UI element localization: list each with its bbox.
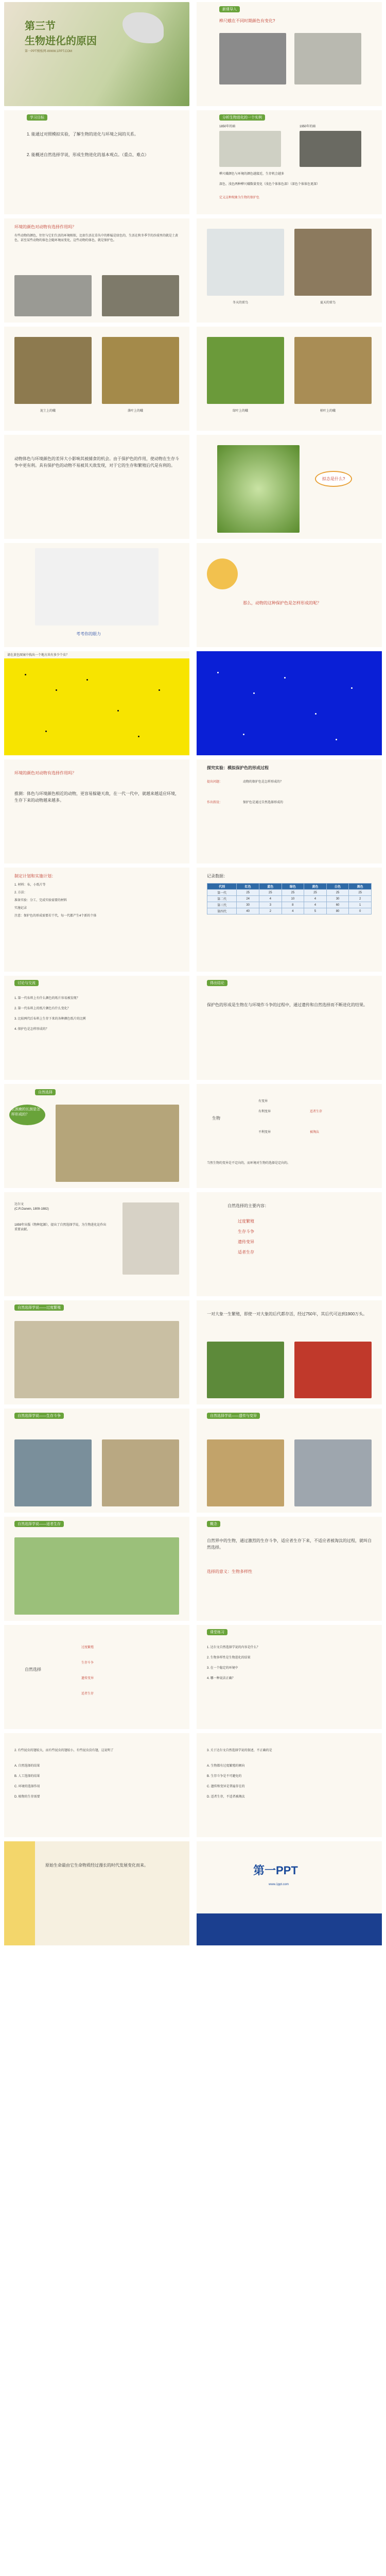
line-2: 2. 第一代布料上的纸片颜色有什么变化？	[14, 1007, 71, 1010]
cell: 25	[304, 890, 327, 896]
line-5: D. 植物的生存需要	[14, 1795, 40, 1799]
concept-tag: 概念	[207, 1521, 220, 1527]
section-label: 自然选择	[35, 1089, 56, 1095]
dry-leaf-moth-photo	[294, 337, 372, 404]
moth-dark-photo	[300, 131, 361, 167]
cell: 4	[304, 902, 327, 908]
cell: 4	[304, 896, 327, 902]
caption-b: 夏天的雷鸟	[320, 301, 336, 304]
slide-26[interactable]	[197, 1300, 382, 1404]
node-favorable: 有利变异	[258, 1110, 271, 1113]
slide-31[interactable]	[4, 1625, 189, 1729]
slide-7[interactable]	[4, 327, 189, 431]
slide-30[interactable]	[197, 1517, 382, 1621]
line-2: 选择的意义：生物多样性	[207, 1569, 252, 1574]
mascot-icon	[207, 558, 238, 589]
closing-text: 原始生命最由它生命物质经过漫长的时代发展变化而来。	[45, 1863, 148, 1868]
cell: 25	[349, 890, 372, 896]
line-1: 3. 关于达尔文自然选择学说的叙述，不正确的是	[207, 1749, 272, 1752]
cell: 3	[259, 902, 282, 908]
section-label: 自然选择学说——遗传与变异	[207, 1413, 260, 1419]
cell: 8	[282, 902, 304, 908]
insect-dot[interactable]	[159, 689, 160, 691]
giraffe-photo	[207, 1439, 284, 1506]
logo-text: 第一PPT	[253, 1864, 298, 1877]
slide-body: 保护色的形成是生物在与环境作斗争的过程中，通过遗传和自然选择而不断进化的结果。	[207, 1003, 367, 1007]
insect-dot[interactable]	[25, 674, 26, 675]
slide-5[interactable]	[4, 218, 189, 323]
cell: 4	[259, 896, 282, 902]
insect-dot[interactable]	[86, 679, 88, 681]
item-2: 生存斗争	[81, 1662, 94, 1665]
slide-23[interactable]	[4, 1192, 189, 1296]
new-lesson-tag: 新课导入	[219, 6, 240, 12]
caption-b: 枯叶上的蛾	[320, 410, 336, 413]
cell: 2	[259, 908, 282, 914]
caption-a: 绿叶上的蛾	[233, 410, 249, 413]
line-3: 3. 比较两代后布料上生存下来的各种颜色纸片的比例	[14, 1018, 86, 1021]
caption: 考考你的眼力	[76, 632, 101, 636]
question: 请在黄色图案中找出一个地方共有多少个虫？	[7, 654, 69, 657]
cell: 0	[349, 908, 372, 914]
line-2: A. 自然选择的结果	[14, 1765, 40, 1768]
slide-24[interactable]	[197, 1192, 382, 1296]
slide-11[interactable]	[4, 543, 189, 647]
slide-title: 探究实验：模拟保护色的形成过程	[207, 766, 269, 770]
section-label: 自然选择学说——过度繁殖	[14, 1304, 64, 1311]
slide-12[interactable]	[197, 543, 382, 647]
line-3: B. 生存斗争是不可避免的	[207, 1775, 242, 1778]
practice-tag: 课堂练习	[207, 1629, 227, 1635]
footer-band	[197, 1913, 382, 1945]
slide-4[interactable]	[197, 110, 382, 214]
row-label-2: 作出假设：	[207, 801, 223, 804]
slide-10[interactable]	[197, 435, 382, 539]
cell: 24	[237, 896, 259, 902]
cell: 1	[349, 902, 372, 908]
line-1: 1. 达尔文自然选择学说的内容是什么？	[207, 1646, 260, 1649]
question: 那么，动物的这种保护色是怎样形成的呢？	[243, 601, 321, 605]
cell: 30	[326, 896, 349, 902]
insect-dot[interactable]	[336, 739, 337, 740]
row-label-1: 提出问题：	[207, 781, 223, 784]
intro-question: 桦尺蛾在不同时期颜色有变化?	[219, 19, 275, 23]
cell: 25	[326, 890, 349, 896]
slide-body: 有些动物的颜色，往往与它们生活的环境相似，比如生活在草丛中的蚱蜢是绿色的，生活在秋冬季节的沙漠里的就是土黄色，甚至某些动物的体色会随环境而变化，这些动物的体色，就是保护色。	[14, 234, 179, 242]
node-unfavorable: 不利变异	[258, 1131, 271, 1134]
logo-sub: www.1ppt.com	[269, 1883, 289, 1886]
slide-22[interactable]	[197, 1084, 382, 1188]
table-header	[207, 884, 372, 890]
cell: 25	[282, 890, 304, 896]
slide-28[interactable]	[197, 1409, 382, 1513]
header-cell: 蓝色	[259, 884, 282, 890]
insect-dot[interactable]	[243, 734, 244, 735]
slide-19[interactable]	[4, 976, 189, 1080]
cell: 10	[282, 896, 304, 902]
slide-20[interactable]	[197, 976, 382, 1080]
goals-tag: 学习目标	[27, 114, 47, 121]
darwin-name: 达尔文 (C.R.Darwin, 1809-1882)	[14, 1203, 49, 1211]
slide-29[interactable]	[4, 1517, 189, 1621]
goal-1: 1. 能通过对照模拟实验，了解生物的进化与环境之间的关系。	[27, 132, 138, 137]
speech-bubble: 拟态是什么?	[315, 471, 352, 487]
row-value-2: 保护色是通过自然选择形成的	[243, 801, 284, 804]
insect-dot[interactable]	[351, 687, 353, 689]
cell: 第四代	[207, 908, 237, 914]
cell: 40	[237, 908, 259, 914]
slide-body: 动物体色与环境颜色的差异大小影响其被捕食的机会。由于保护色的作用，使动物在生存斗争中更有利。具有保护色的动物不易被其天敌发现，对于它的生存和繁殖后代是有利的。	[14, 456, 179, 468]
plants-photo	[207, 1342, 284, 1398]
section-label: 分析生物进化的一个实例	[219, 114, 265, 121]
line-3: 准备实验：分工、完成实验需要的材料	[14, 899, 67, 902]
table-row	[207, 902, 372, 908]
line-4: 实施记录	[14, 907, 27, 910]
slide-16[interactable]	[197, 759, 382, 863]
header-cell: 绿色	[282, 884, 304, 890]
node-variation: 有变异	[258, 1100, 268, 1103]
darwin-portrait	[122, 1202, 179, 1275]
insect-dot[interactable]	[117, 710, 119, 711]
slide-title: 第三节 生物进化的原因	[25, 21, 97, 47]
cell: 25	[237, 890, 259, 896]
slide-body: 推测：体色与环境颜色相近的动物，更容易躲避天敌，在一代一代中，就越来越适应环境，生存下来的动物越来越多。	[14, 791, 179, 803]
section-label: 自然选择学说——生存斗争	[14, 1413, 64, 1419]
item-3: 遗传变异	[81, 1677, 94, 1680]
item-4: 适者生存	[81, 1692, 94, 1696]
line-1: 2. 有些昆虫的翅较大，而有些昆虫的翅较小，有些昆虫没有翅，这说明了	[14, 1749, 114, 1752]
cell: 第一代	[207, 890, 237, 896]
slide-34[interactable]	[197, 1733, 382, 1837]
giraffe-photo	[56, 1105, 179, 1182]
line-2: 2. 方法：	[14, 891, 27, 894]
line-4: C. 遗传和变异是普遍存在的	[207, 1785, 245, 1788]
conclusion-tag: 得出结论	[207, 980, 227, 986]
slide-15[interactable]	[4, 759, 189, 863]
insect-dot[interactable]	[138, 736, 139, 737]
line-1: 1. 材料：布，小纸片等	[14, 884, 46, 887]
header-cell: 黄色	[304, 884, 327, 890]
giraffe-tree-illustration	[14, 1537, 179, 1615]
darwin-intro: 1859年出版《物种起源》，提出了自然选择学说，为生物进化论作出重要贡献。	[14, 1224, 107, 1231]
slide-title: 制定计划和实施计划：	[14, 874, 56, 878]
slide-title: 记录数据：	[207, 874, 227, 878]
cats-photo	[294, 1439, 372, 1506]
slide-3[interactable]	[4, 110, 189, 214]
line-4: 4. 哪一种说法正确？	[207, 1677, 235, 1680]
cell: 80	[326, 908, 349, 914]
item-3: 遗传变异	[238, 1240, 254, 1244]
slide-18[interactable]	[197, 868, 382, 972]
snow-animal-photo	[35, 548, 159, 625]
table-row	[207, 896, 372, 902]
node-fittest: 适者生存	[310, 1110, 323, 1113]
cell: 5	[304, 908, 327, 914]
header-cell: 代别	[207, 884, 237, 890]
slide-body: 一对大象一生繁殖，即使一对大象的后代都存活，经过750年，其后代可达到1900万头。	[207, 1312, 367, 1316]
item-1: 过度繁殖	[81, 1646, 94, 1649]
caption-b: 深色、浅色两种桦尺蛾数量变化（浅色个体体色深）（深色个体体色更深）	[219, 183, 320, 186]
leaf-photo	[217, 445, 300, 533]
item-1: 过度繁殖	[238, 1219, 254, 1224]
cell: 25	[259, 890, 282, 896]
cell: 2	[349, 896, 372, 902]
moth-light-photo	[219, 131, 281, 167]
row-value-1: 动物的保护色是怎样形成的？	[243, 781, 284, 784]
insect-dot[interactable]	[217, 672, 219, 673]
slide-heading: 环境的颜色对动物有选择作用吗？	[14, 771, 76, 775]
cell: 第三代	[207, 902, 237, 908]
item-2: 生存斗争	[238, 1229, 254, 1234]
insect-dot[interactable]	[253, 692, 255, 694]
slide-32[interactable]	[197, 1625, 382, 1729]
question-bubble: 长颈鹿的长颈是怎样形成的？	[9, 1105, 45, 1125]
insect-dot[interactable]	[284, 677, 286, 679]
goal-2: 2. 能概述自然选择学说，形成生物进化的基本观点。（重点、难点）	[27, 152, 149, 157]
line-2: 2. 生物多样性是生物进化的结果	[207, 1656, 251, 1659]
data-table	[207, 883, 372, 914]
slide-36[interactable]	[197, 1841, 382, 1945]
caption-a: 桦尺蛾颜色与环境的颜色越接近，生存机会越多	[219, 173, 285, 176]
soil-moth-photo	[14, 337, 92, 404]
birds-photo	[14, 1439, 92, 1506]
moth-photo-b	[294, 33, 361, 84]
slide-21[interactable]	[4, 1084, 189, 1188]
insect-dot[interactable]	[56, 689, 57, 691]
yellow-field	[4, 658, 189, 755]
summer-ptarmigan-photo	[294, 229, 372, 296]
caption-c: 定义这种现象为生物的保护色	[219, 196, 260, 199]
cell: 第二代	[207, 896, 237, 902]
slide-35[interactable]	[4, 1841, 189, 1945]
side-band	[4, 1841, 35, 1945]
cell: 4	[282, 908, 304, 914]
year-left: 1850年的暗	[219, 125, 236, 128]
header-cell: 红色	[237, 884, 259, 890]
insect-dot[interactable]	[45, 731, 47, 732]
header-cell: 黑色	[349, 884, 372, 890]
node-eliminated: 被淘汰	[310, 1131, 320, 1134]
insect-dot[interactable]	[315, 713, 317, 715]
center-node: 自然选择	[25, 1667, 41, 1672]
slide-14[interactable]	[197, 651, 382, 755]
line-3: B. 人工选择的结果	[14, 1775, 40, 1778]
line-3: 3. 在一个稳定的环境中	[207, 1667, 238, 1670]
elephants-illustration	[14, 1321, 179, 1398]
stone-photo	[14, 275, 92, 316]
caption-a: 冬天的雷鸟	[233, 301, 249, 304]
item-4: 适者生存	[238, 1250, 254, 1255]
note: 当然生物的变异是不定向的，而环境对生物的选择是定向的。	[207, 1162, 291, 1165]
header-cell: 白色	[326, 884, 349, 890]
slide-8[interactable]	[197, 327, 382, 431]
caption-a: 泥土上的蛾	[40, 410, 56, 413]
slide-25[interactable]	[4, 1300, 189, 1404]
slide-footer: 第一PPT模板网-WWW.1PPT.COM	[25, 50, 72, 53]
lizard-photo	[102, 275, 179, 316]
section-label: 自然选择学说——适者生存	[14, 1521, 64, 1527]
leaf-moth-photo	[102, 337, 179, 404]
slide-2[interactable]	[197, 2, 382, 106]
slide-9[interactable]	[4, 435, 189, 539]
node-organism: 生物	[212, 1116, 220, 1121]
line-2: A. 生物都有过度繁殖的倾向	[207, 1765, 245, 1768]
line-4: 4. 保护色是怎样形成的？	[14, 1028, 49, 1031]
line-5: 注意：保护色的形成需要若干代，每一代都产生4个新的个体	[14, 914, 97, 918]
animal-photo	[102, 1439, 179, 1506]
table-row	[207, 908, 372, 914]
green-leaf-moth-photo	[207, 337, 284, 404]
cell: 30	[237, 902, 259, 908]
slide-33[interactable]	[4, 1733, 189, 1837]
slide-13[interactable]	[4, 651, 189, 755]
slide-17[interactable]	[4, 868, 189, 972]
line-1: 自然界中的生物，通过激烈的生存斗争，适应者生存下来，不适应者被淘汰的过程，就叫自然选择。	[207, 1538, 372, 1550]
slide-6[interactable]	[197, 218, 382, 323]
year-right: 1950年的暗	[300, 125, 316, 128]
line-4: C. 环境的选择作用	[14, 1785, 40, 1788]
slide-title: 自然选择的主要内容：	[227, 1204, 269, 1208]
slide-1[interactable]	[4, 2, 189, 106]
moth-photo-a	[219, 33, 286, 84]
line-5: D. 适者生存，不适者被淘汰	[207, 1795, 245, 1799]
cell: 60	[326, 902, 349, 908]
winter-ptarmigan-photo	[207, 229, 284, 296]
table-row	[207, 890, 372, 896]
slide-27[interactable]	[4, 1409, 189, 1513]
line-1: 1. 第一代布料上有什么颜色的纸片容易被发现？	[14, 997, 80, 1000]
slide-heading: 环境的颜色对动物有选择作用吗？	[14, 225, 76, 229]
caption-b: 落叶上的蛾	[128, 410, 144, 413]
flowers-photo	[294, 1342, 372, 1398]
discussion-tag: 讨论与交流	[14, 980, 39, 986]
